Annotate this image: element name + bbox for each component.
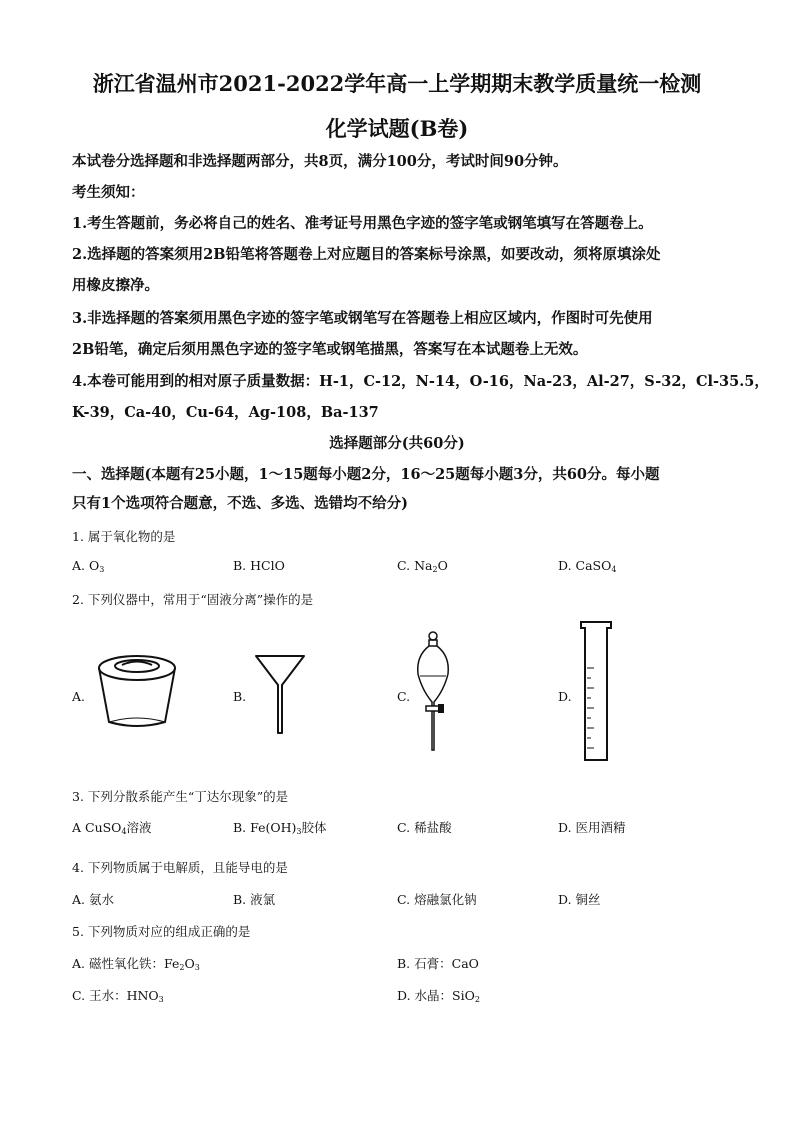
part-heading-line: 只有1个选项符合题意，不选、多选、选错均不给分) bbox=[72, 495, 408, 512]
notice-line: 3.非选择题的答案须用黑色字迹的签字笔或钢笔写在答题卷上相应区域内，作图时可先使用 bbox=[72, 310, 653, 327]
notice-line: 2.选择题的答案须用2B铅笔将答题卷上对应题目的答案标号涂黑，如要改动，须将原填涂处 bbox=[72, 246, 661, 263]
q4-option-d[interactable]: D. 铜丝 bbox=[558, 892, 601, 907]
notice-line: 1.考生答题前，务必将自己的姓名、准考证号用黑色字迹的签字笔或钢笔填写在答题卷上。 bbox=[72, 215, 653, 232]
notice-line: 4.本卷可能用到的相对原子质量数据：H-1，C-12，N-14，O-16，Na-23，Al-27，S-32，Cl-35.5， bbox=[72, 373, 769, 390]
notice-heading: 考生须知： bbox=[72, 184, 145, 201]
notice-line: 用橡皮擦净。 bbox=[72, 277, 159, 294]
q1-option-a[interactable]: A. $O_3$ bbox=[72, 558, 105, 574]
funnel-icon bbox=[255, 655, 305, 735]
q4-option-c[interactable]: C. 熔融氯化钠 bbox=[397, 892, 477, 907]
q5-option-a[interactable]: A. 磁性氧化铁：$Fe_2O_3$ bbox=[72, 956, 200, 972]
intro-text: 本试卷分选择题和非选择题两部分，共8页，满分100分，考试时间90分钟。 bbox=[72, 153, 568, 170]
q3-option-b[interactable]: B. $Fe(OH)_3$胶体 bbox=[233, 820, 327, 836]
q1-option-d[interactable]: D. CaSO$_4$ bbox=[558, 558, 617, 574]
crucible-icon bbox=[92, 648, 182, 730]
q2-option-d-label[interactable]: D. bbox=[558, 689, 572, 704]
page-title: 浙江省温州市2021-2022学年高一上学期期末教学质量统一检测 bbox=[92, 71, 702, 96]
notice-line: K-39，Ca-40，Cu-64，Ag-108，Ba-137 bbox=[72, 404, 379, 421]
q4-option-a[interactable]: A. 氨水 bbox=[72, 892, 114, 907]
question-4-stem: 4. 下列物质属于电解质，且能导电的是 bbox=[72, 860, 288, 875]
page-subtitle: 化学试题(B卷) bbox=[325, 116, 469, 141]
section-title: 选择题部分(共60分) bbox=[329, 435, 465, 452]
q1-option-b[interactable]: B. HClO bbox=[233, 558, 285, 573]
part-heading-line: 一、选择题(本题有25小题，1～15题每小题2分，16～25题每小题3分，共60分。每小题 bbox=[72, 466, 660, 483]
q5-option-c[interactable]: C. 王水：$HNO_3$ bbox=[72, 988, 164, 1004]
q3-option-c[interactable]: C. 稀盐酸 bbox=[397, 820, 452, 835]
q3-option-a[interactable]: A CuSO$_4$溶液 bbox=[72, 820, 152, 836]
graduated-cylinder-icon bbox=[577, 620, 617, 762]
q5-option-b[interactable]: B. 石膏：CaO bbox=[397, 956, 479, 971]
q2-option-a-label[interactable]: A. bbox=[72, 689, 86, 704]
question-2-stem: 2. 下列仪器中，常用于“固液分离”操作的是 bbox=[72, 592, 314, 607]
separatory-funnel-icon bbox=[414, 630, 452, 758]
q4-option-b[interactable]: B. 液氯 bbox=[233, 892, 276, 907]
q2-option-c-label[interactable]: C. bbox=[397, 689, 411, 704]
q1-option-c[interactable]: C. $Na_2O$ bbox=[397, 558, 448, 574]
question-5-stem: 5. 下列物质对应的组成正确的是 bbox=[72, 924, 251, 939]
question-3-stem: 3. 下列分散系能产生“丁达尔现象”的是 bbox=[72, 789, 289, 804]
q2-option-b-label[interactable]: B. bbox=[233, 689, 247, 704]
q5-option-d[interactable]: D. 水晶：SiO$_2$ bbox=[397, 988, 480, 1004]
q3-option-d[interactable]: D. 医用酒精 bbox=[558, 820, 626, 835]
notice-line: 2B铅笔，确定后须用黑色字迹的签字笔或钢笔描黑，答案写在本试题卷上无效。 bbox=[72, 341, 588, 358]
question-1-stem: 1. 属于氧化物的是 bbox=[72, 529, 176, 544]
